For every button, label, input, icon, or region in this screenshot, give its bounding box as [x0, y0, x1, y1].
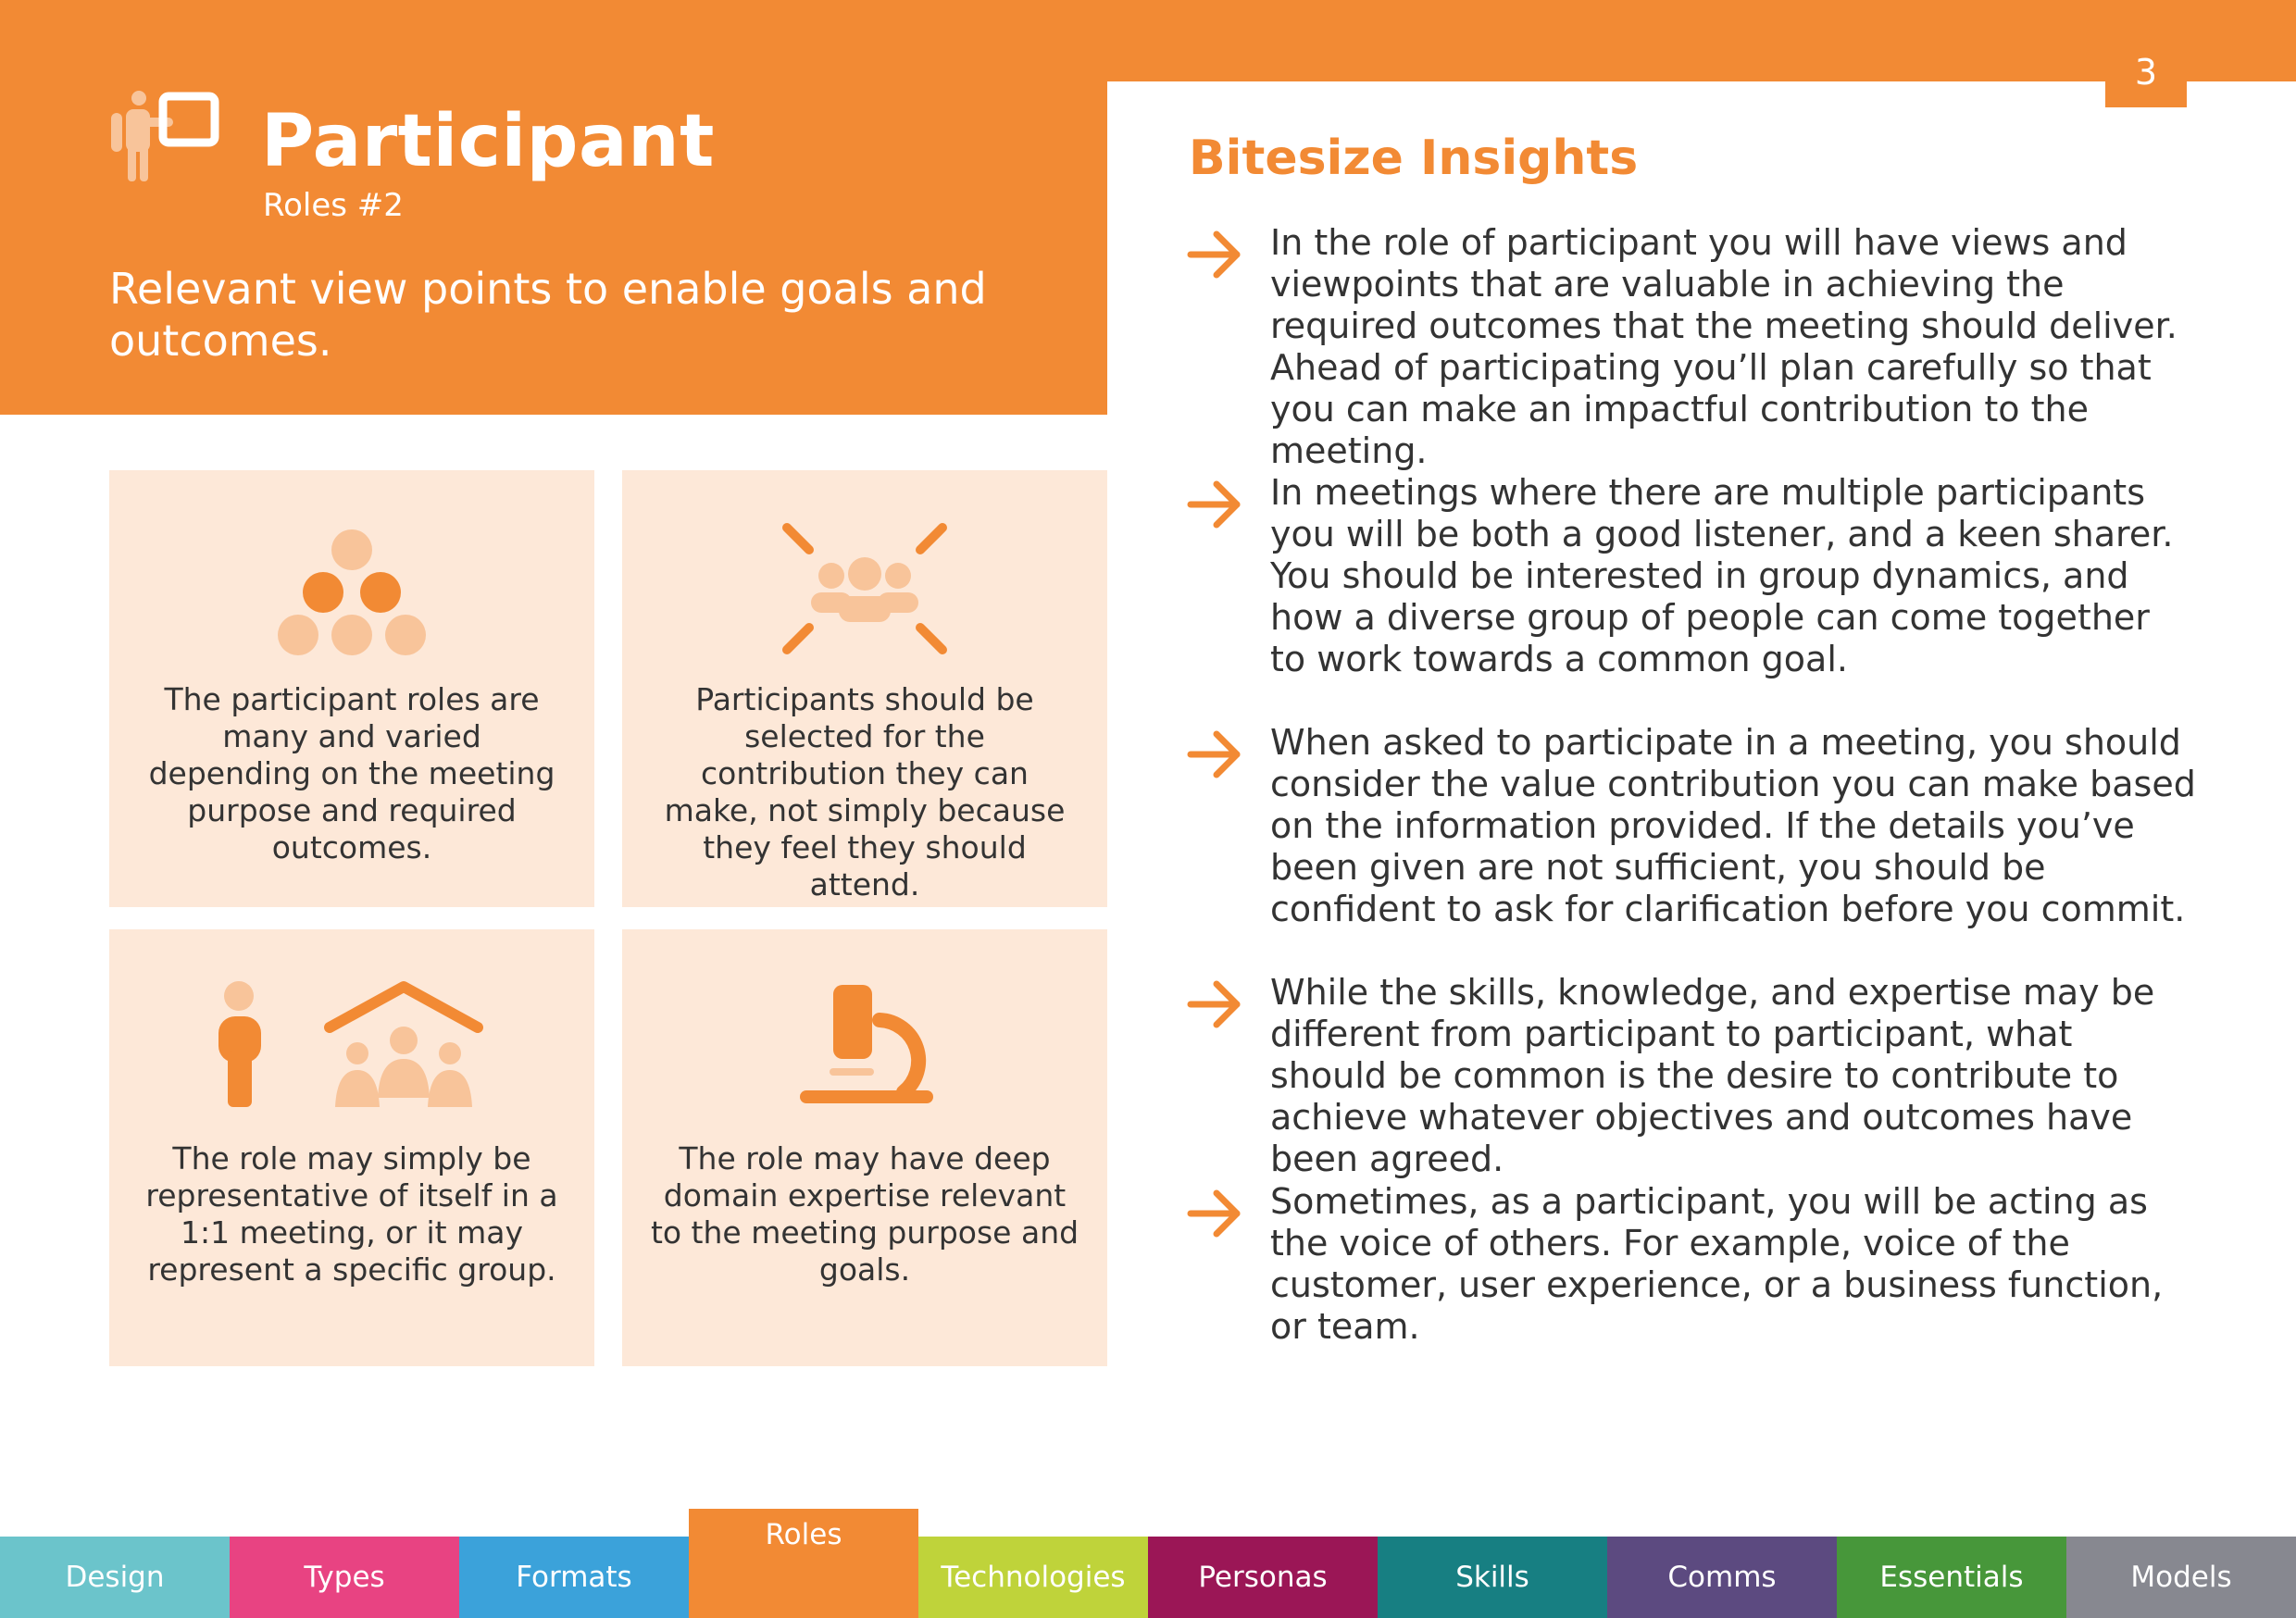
insight-text: In meetings where there are multiple participants you will be both a good listener, and a keen sharer. You should be interested in group dynamics, and how a diverse group of people can come together to work towards a common goal.	[1270, 472, 2174, 679]
card-selected-contribution	[622, 470, 1107, 907]
nav-tab-comms[interactable]: Comms	[1607, 1537, 1837, 1618]
person-and-group-house-icon	[109, 977, 594, 1116]
insight-text: In the role of participant you will have views and viewpoints that are valuable in achieving the required outcomes that the meeting should deliver. Ahead of participating you’ll plan carefully so that you can make an impactful contribution to the meeting.	[1270, 222, 2177, 471]
insight-text: While the skills, knowledge, and expertise may be different from participant to participant, what should be common is the desire to contribute to achieve whatever objectives and outcomes have been agreed.	[1270, 972, 2155, 1179]
nav-tab-roles[interactable]: Roles	[689, 1509, 918, 1618]
insight-text: When asked to participate in a meeting, you should consider the value contribution you can make based on the information provided. If the details you’ve been given are not sufficient, you should be confident to ask for clarification before you commit.	[1270, 722, 2196, 929]
card-text: The role may simply be representative of itself in a 1:1 meeting, or it may represent a specific group.	[145, 1140, 558, 1288]
group-focus-icon	[622, 520, 1107, 668]
page-title: Participant	[261, 100, 715, 183]
card-text: The role may have deep domain expertise relevant to the meeting purpose and goals.	[650, 1140, 1079, 1288]
card-domain-expertise	[622, 929, 1107, 1366]
nav-tab-skills[interactable]: Skills	[1378, 1537, 1607, 1618]
arrow-right-icon	[1187, 230, 1244, 280]
arrow-right-icon	[1187, 1189, 1244, 1238]
arrow-right-icon	[1187, 979, 1244, 1029]
card-roles-varied	[109, 470, 594, 907]
nav-tab-formats[interactable]: Formats	[459, 1537, 689, 1618]
presenter-board-icon	[107, 89, 220, 185]
insights-title: Bitesize Insights	[1189, 131, 1639, 186]
nav-tab-technologies[interactable]: Technologies	[918, 1537, 1148, 1618]
insight-text: Sometimes, as a participant, you will be acting as the voice of others. For example, voice of the customer, user experience, or a business function, or team.	[1270, 1181, 2164, 1347]
nav-tab-types[interactable]: Types	[230, 1537, 459, 1618]
nav-tab-essentials[interactable]: Essentials	[1837, 1537, 2066, 1618]
card-text: The participant roles are many and varied depending on the meeting purpose and required outcomes.	[148, 681, 555, 865]
microscope-icon	[622, 976, 1107, 1124]
page-number: 3	[2105, 56, 2187, 107]
arrow-right-icon	[1187, 479, 1244, 529]
nav-tab-models[interactable]: Models	[2066, 1537, 2296, 1618]
page-subtitle: Roles #2	[263, 187, 404, 224]
nav-tab-personas[interactable]: Personas	[1148, 1537, 1378, 1618]
page-tagline: Relevant view points to enable goals and outcomes.	[109, 264, 987, 366]
card-text: Participants should be selected for the contribution they can make, not simply because they feel they should attend.	[664, 681, 1066, 902]
card-representative	[109, 929, 594, 1366]
nav-tab-design[interactable]: Design	[0, 1537, 230, 1618]
section-nav	[0, 1509, 2296, 1618]
arrow-right-icon	[1187, 729, 1244, 779]
people-pyramid-icon	[109, 520, 594, 668]
